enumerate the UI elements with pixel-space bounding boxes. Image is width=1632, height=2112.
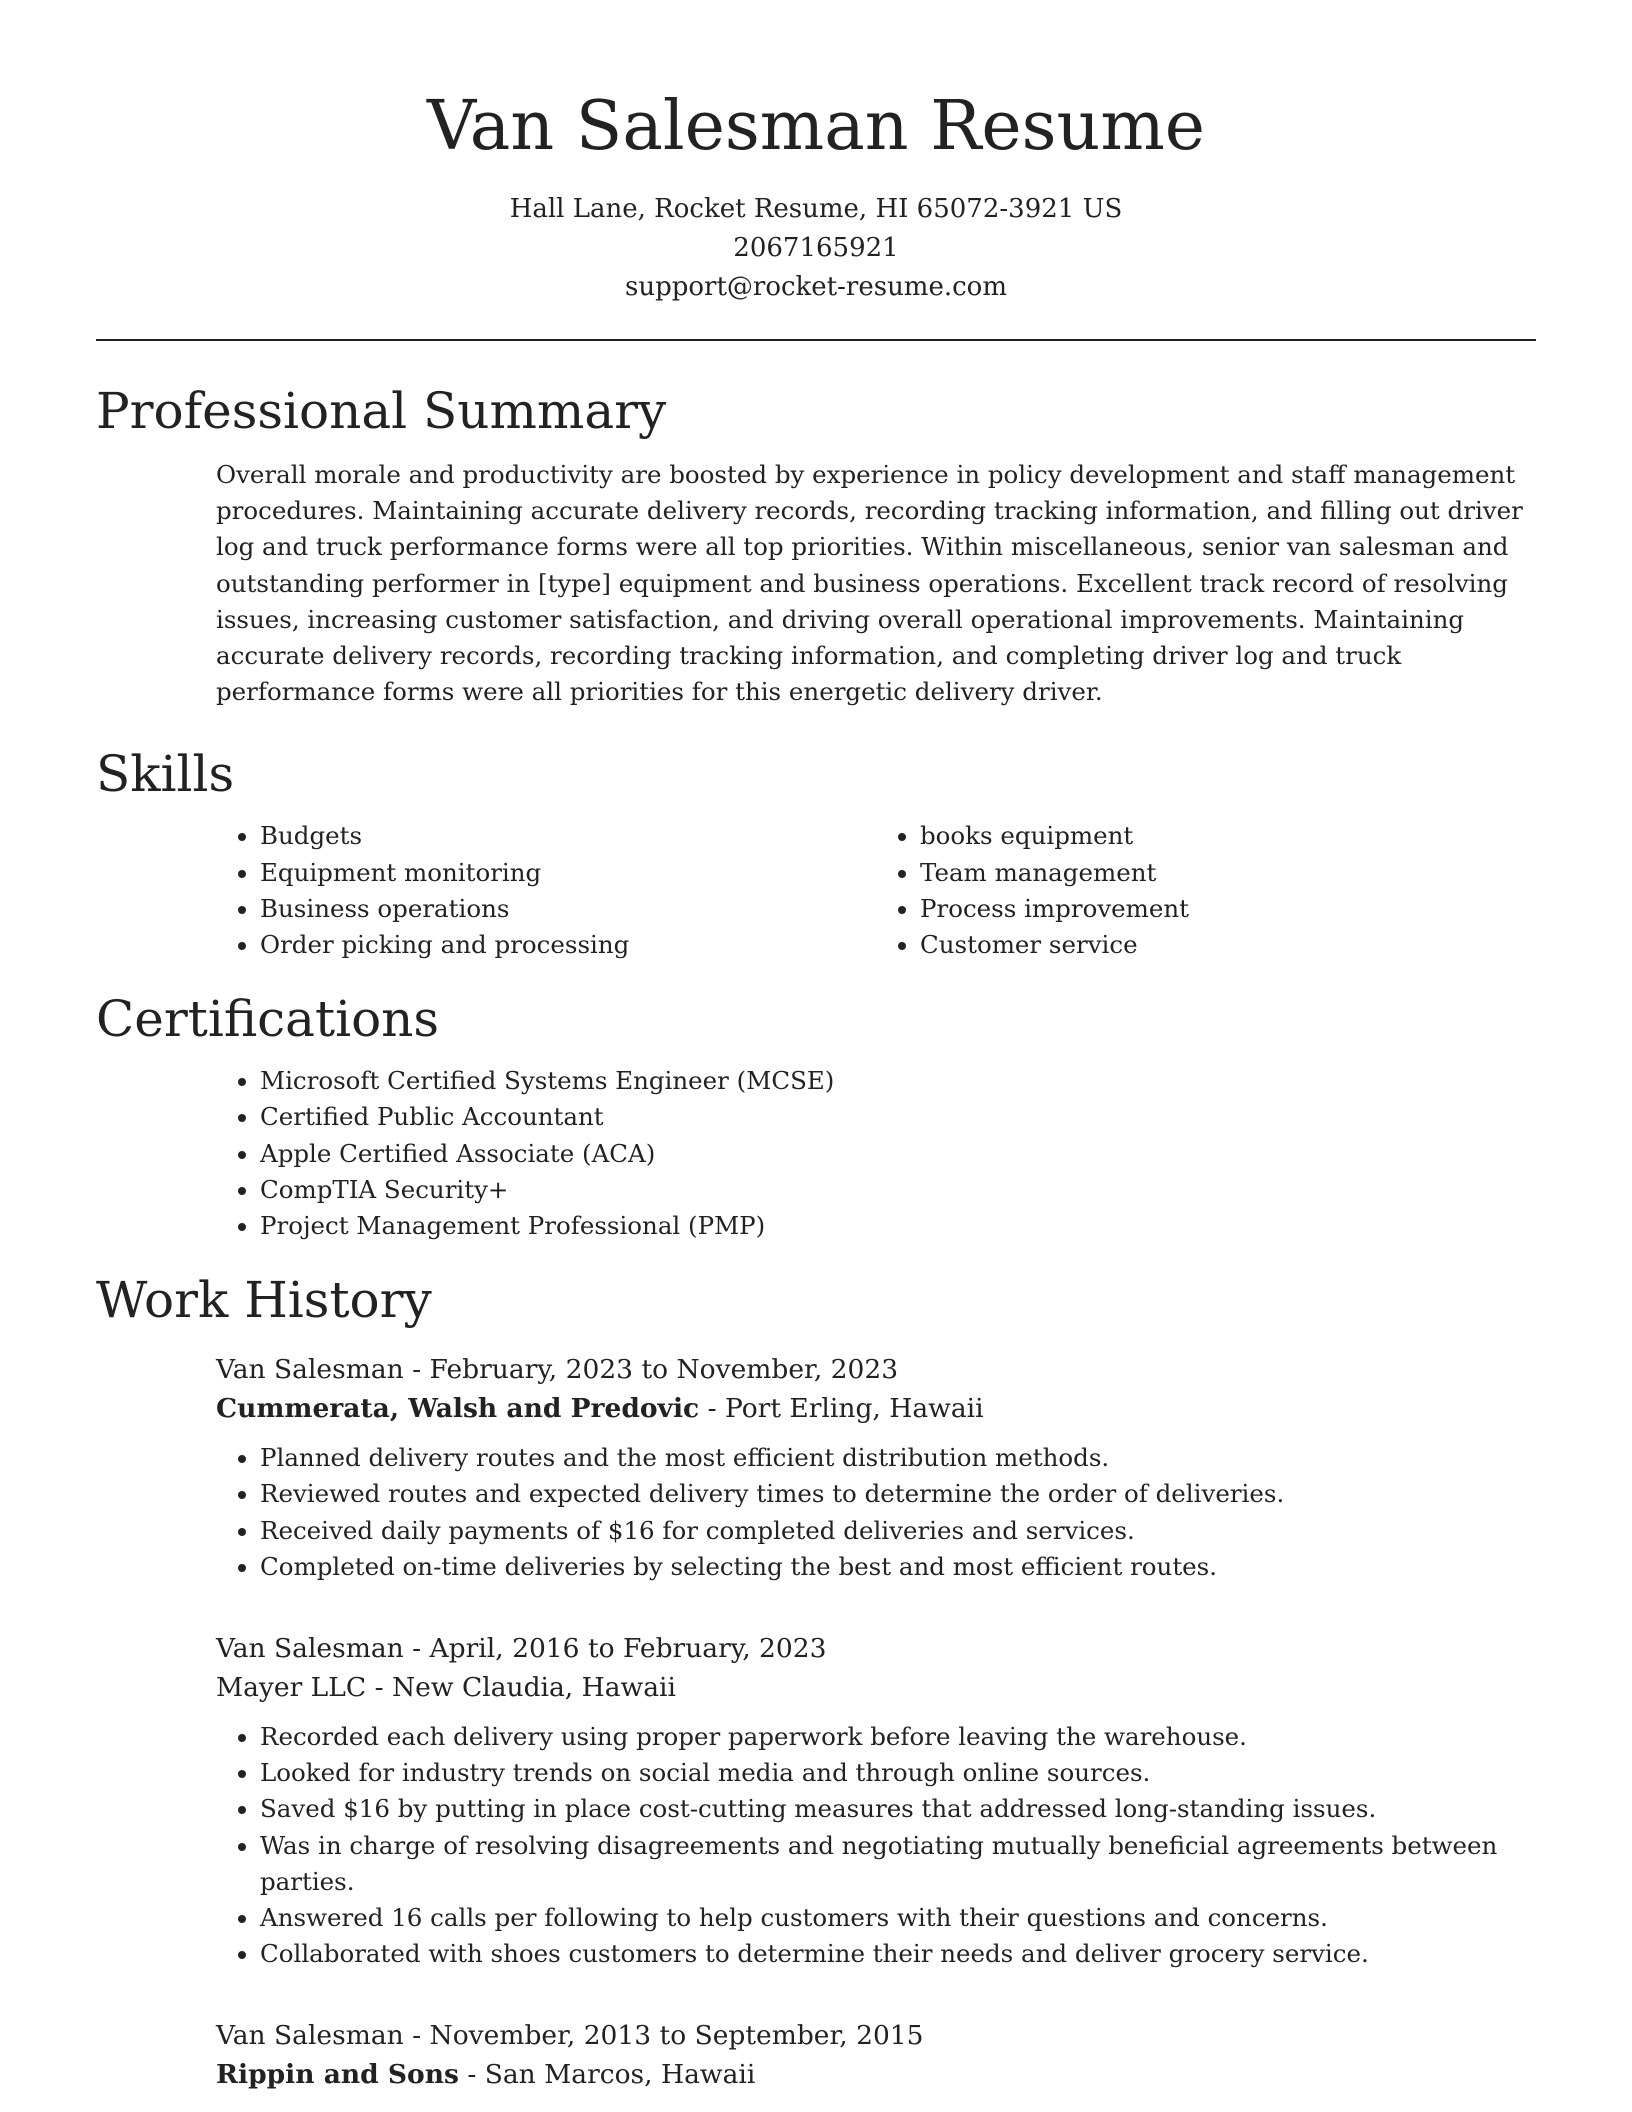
work-history-heading: Work History (96, 1271, 432, 1330)
job-duty-item: • Completed on-time deliveries by selecting the best and most efficient routes. (260, 1549, 1536, 1585)
job-duty-item: • Planned delivery routes and the most efficient distribution methods. (260, 1440, 1536, 1476)
job-location: San Marcos, Hawaii (484, 2059, 756, 2091)
job-duty-item: • Saved $16 by putting in place cost-cutting measures that addressed long-standing issues. (260, 1791, 1536, 1827)
contact-phone: 2067165921 (733, 233, 899, 263)
professional-summary-section (96, 381, 1536, 710)
job-entry (216, 1629, 1536, 1972)
job-title-line: Van Salesman - April, 2016 to February, 2023 (216, 1633, 827, 1665)
job-duty-item: • Received daily payments of $16 for completed deliveries and services. (260, 1513, 1536, 1549)
job-company-line: Cummerata, Walsh and Predovic - Port Erling, Hawaii (216, 1393, 984, 1425)
skills-list-right (876, 818, 1536, 963)
job-dates: February, 2023 to November, 2023 (429, 1354, 899, 1386)
professional-summary-text: Overall morale and productivity are boosted by experience in policy development and staff management procedures. Maintaining accurate delivery records, recording tracking information, and filling out driver log and truck performance forms were all top priorities. Within miscellaneous, senior van salesman and outstanding performer in [type] equipment and business operations. Excellent track record of resolving issues, increasing customer satisfaction, and driving overall operational improvements. Maintaining accurate delivery records, recording tracking information, and completing driver log and truck performance forms were all priorities for this energetic delivery driver. (216, 460, 1523, 707)
resume-page (96, 0, 1536, 2094)
job-duty-item: • Collaborated with shoes customers to determine their needs and deliver grocery service. (260, 1936, 1536, 1972)
job-title: Van Salesman (216, 2020, 404, 2052)
job-entry (216, 1350, 1536, 1585)
header-divider (96, 339, 1536, 341)
job-dates: April, 2016 to February, 2023 (429, 1633, 827, 1665)
job-title: Van Salesman (216, 1633, 404, 1665)
job-duties-list (216, 1440, 1536, 1585)
job-entry (216, 2016, 1536, 2094)
job-duty-item: • Was in charge of resolving disagreements and negotiating mutually beneficial agreements between parties. (260, 1828, 1536, 1900)
certifications-section (96, 989, 1536, 1244)
certification-item: • Certified Public Accountant (260, 1099, 1536, 1135)
certifications-heading: Certifications (96, 990, 440, 1049)
contact-email: support@rocket-resume.com (624, 272, 1007, 302)
skill-item: • books equipment (920, 818, 1536, 854)
job-company-line: Mayer LLC - New Claudia, Hawaii (216, 1672, 676, 1704)
certifications-list (216, 1063, 1536, 1244)
job-location: Port Erling, Hawaii (724, 1393, 984, 1425)
job-title: Van Salesman (216, 1354, 404, 1386)
skill-item: • Budgets (260, 818, 876, 854)
skill-item: • Business operations (260, 891, 876, 927)
skill-item: • Process improvement (920, 891, 1536, 927)
work-history-section (96, 1270, 1536, 2094)
job-duty-item: • Answered 16 calls per following to help customers with their questions and concerns. (260, 1900, 1536, 1936)
certification-item: • CompTIA Security+ (260, 1172, 1536, 1208)
job-title-line: Van Salesman - November, 2013 to September, 2015 (216, 2020, 924, 2052)
skills-heading: Skills (96, 745, 235, 804)
job-duty-item: • Looked for industry trends on social media and through online sources. (260, 1755, 1536, 1791)
skill-item: • Customer service (920, 927, 1536, 963)
contact-address: Hall Lane, Rocket Resume, HI 65072-3921 US (509, 194, 1123, 224)
certification-item: • Apple Certified Associate (ACA) (260, 1136, 1536, 1172)
contact-info (96, 190, 1536, 307)
job-dates: November, 2013 to September, 2015 (429, 2020, 924, 2052)
job-location: New Claudia, Hawaii (391, 1672, 676, 1704)
job-duty-item: • Reviewed routes and expected delivery times to determine the order of deliveries. (260, 1476, 1536, 1512)
skill-item: • Order picking and processing (260, 927, 876, 963)
job-company: Cummerata, Walsh and Predovic (216, 1393, 700, 1425)
job-company: Mayer LLC (216, 1672, 367, 1704)
skill-item: • Equipment monitoring (260, 855, 876, 891)
resume-header (96, 0, 1536, 307)
skills-columns (216, 818, 1536, 963)
job-duty-item: • Recorded each delivery using proper paperwork before leaving the warehouse. (260, 1719, 1536, 1755)
job-company-line: Rippin and Sons - San Marcos, Hawaii (216, 2059, 756, 2091)
skills-section (96, 744, 1536, 963)
professional-summary-heading: Professional Summary (96, 382, 667, 440)
skills-list-left (216, 818, 876, 963)
job-company: Rippin and Sons (216, 2059, 459, 2091)
job-title-line: Van Salesman - February, 2023 to November, 2023 (216, 1354, 899, 1386)
certification-item: • Project Management Professional (PMP) (260, 1208, 1536, 1244)
job-duties-list (216, 1719, 1536, 1972)
resume-title: Van Salesman Resume (426, 87, 1206, 166)
certification-item: • Microsoft Certified Systems Engineer (MCSE) (260, 1063, 1536, 1099)
skill-item: • Team management (920, 855, 1536, 891)
